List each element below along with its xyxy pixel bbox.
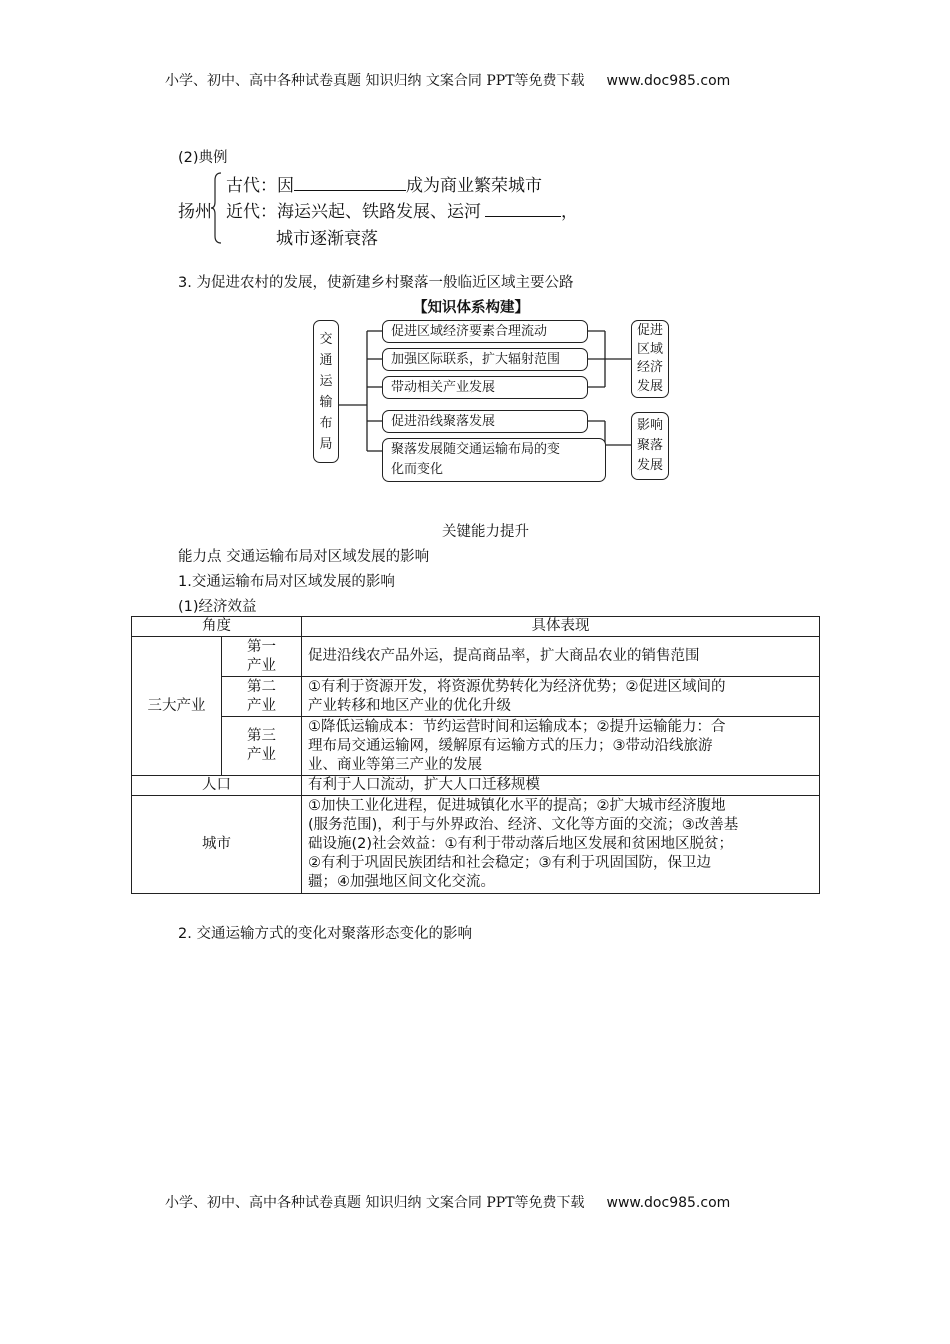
effects-table (131, 616, 820, 894)
item-3-text: 3. 为促进农村的发展，使新建乡村聚落一般临近区域主要公路 (178, 275, 574, 291)
example-label: (2)典例 (178, 150, 228, 166)
primary-text: 促进沿线农产品外运，提高商品率，扩大商品农业的销售范围 (302, 637, 820, 677)
diagram-branch-3: 带动相关产业发展 (382, 376, 588, 399)
subsection-1a: (1)经济效益 (178, 599, 257, 615)
modern-prefix: 近代：海运兴起、铁路发展、运河 (226, 202, 481, 222)
root-char: 交 (319, 332, 333, 347)
header-angle: 角度 (132, 617, 302, 637)
footer-text: 小学、初中、高中各种试卷真题 知识归纳 文案合同 PPT等免费下载 (165, 1195, 585, 1211)
outcome-2-line: 发展 (636, 458, 663, 473)
outcome-2-line: 影响 (636, 418, 663, 433)
outcome-1-line: 发展 (636, 378, 663, 394)
table-row (132, 637, 820, 677)
root-char: 布 (319, 416, 333, 431)
root-char: 输 (319, 395, 333, 410)
text-line: 理布局交通运输网，缓解原有运输方式的压力；③带动沿线旅游 (308, 737, 713, 754)
label-line: 第一 (247, 638, 276, 655)
secondary-label (222, 677, 302, 717)
label-line: 第二 (247, 678, 276, 695)
text-line: ①降低运输成本：节约运营时间和运输成本；②提升运输能力：合 (308, 718, 726, 735)
ability-point: 能力点 交通运输布局对区域发展的影响 (178, 549, 430, 565)
diagram-branch-4: 促进沿线聚落发展 (382, 410, 588, 433)
secondary-text (302, 677, 820, 717)
outcome-1-line: 促进 (636, 323, 663, 338)
text-line: 业、商业等第三产业的发展 (308, 756, 482, 773)
section-title: 关键能力提升 (442, 524, 529, 540)
diagram-root (313, 320, 339, 463)
table-row (132, 677, 820, 717)
text-line: ②有利于巩固民族团结和社会稳定；③有利于巩固国防，保卫边 (308, 855, 711, 871)
page-footer (165, 1192, 730, 1212)
header-text: 小学、初中、高中各种试卷真题 知识归纳 文案合同 PPT等免费下载 (165, 73, 585, 89)
branch-5-line-2: 化而变化 (391, 462, 444, 477)
branch-5-line-1: 聚落发展随交通运输布局的变 (391, 442, 561, 457)
header-site: www.doc985.com (606, 73, 731, 89)
text-line: 疆；④加强地区间文化交流。 (308, 874, 495, 890)
ancient-prefix: 古代：因 (226, 176, 294, 196)
diagram-outcome-1 (631, 320, 669, 398)
root-char: 运 (319, 374, 333, 389)
ancient-suffix: 成为商业繁荣城市 (406, 176, 542, 196)
root-char: 局 (319, 437, 333, 452)
text-line: ①加快工业化进程，促进城镇化水平的提高；②扩大城市经济腹地 (308, 798, 726, 814)
text-line: ①有利于资源开发，将资源优势转化为经济优势；②促进区域间的 (308, 678, 726, 695)
root-char: 通 (319, 353, 333, 368)
outcome-1-line: 经济 (636, 360, 663, 375)
city-text (302, 796, 820, 894)
table-row (132, 796, 820, 894)
diagram-outcome-2 (631, 412, 669, 480)
diagram-branch-1: 促进区域经济要素合理流动 (382, 320, 588, 343)
diagram-branch-2: 加强区际联系，扩大辐射范围 (382, 348, 588, 371)
modern-suffix: ， (561, 202, 578, 222)
population-label: 人口 (132, 776, 302, 796)
city-label: 城市 (132, 796, 302, 894)
table-header-row (132, 617, 820, 637)
primary-label (222, 637, 302, 677)
subsection-1: 1.交通运输布局对区域发展的影响 (178, 574, 395, 590)
text-line: 础设施(2)社会效益：①有利于带动落后地区发展和贫困地区脱贫； (308, 836, 734, 852)
tertiary-text (302, 717, 820, 776)
example-modern-line2: 城市逐渐衰落 (276, 229, 378, 249)
table-row (132, 717, 820, 776)
group-industry: 三大产业 (132, 637, 222, 776)
header-detail: 具体表现 (302, 617, 820, 637)
example-city: 扬州 (178, 202, 212, 222)
label-line: 第三 (247, 728, 276, 744)
diagram-branch-5 (382, 438, 606, 482)
text-line: (服务范围)，利于与外界政治、经济、文化等方面的交流；③改善基 (308, 817, 739, 833)
footer-site: www.doc985.com (606, 1195, 731, 1211)
outcome-1-line: 区域 (636, 341, 663, 357)
tertiary-label (222, 717, 302, 776)
outcome-2-line: 聚落 (636, 438, 663, 453)
item-2-text: 2. 交通运输方式的变化对聚落形态变化的影响 (178, 926, 472, 942)
table-row (132, 776, 820, 796)
label-line: 产业 (247, 747, 276, 763)
population-text: 有利于人口流动，扩大人口迁移规模 (302, 776, 820, 796)
label-line: 产业 (247, 697, 276, 714)
diagram-title: 【知识体系构建】 (413, 300, 529, 316)
text-line: 产业转移和地区产业的优化升级 (308, 697, 511, 714)
label-line: 产业 (247, 657, 276, 674)
